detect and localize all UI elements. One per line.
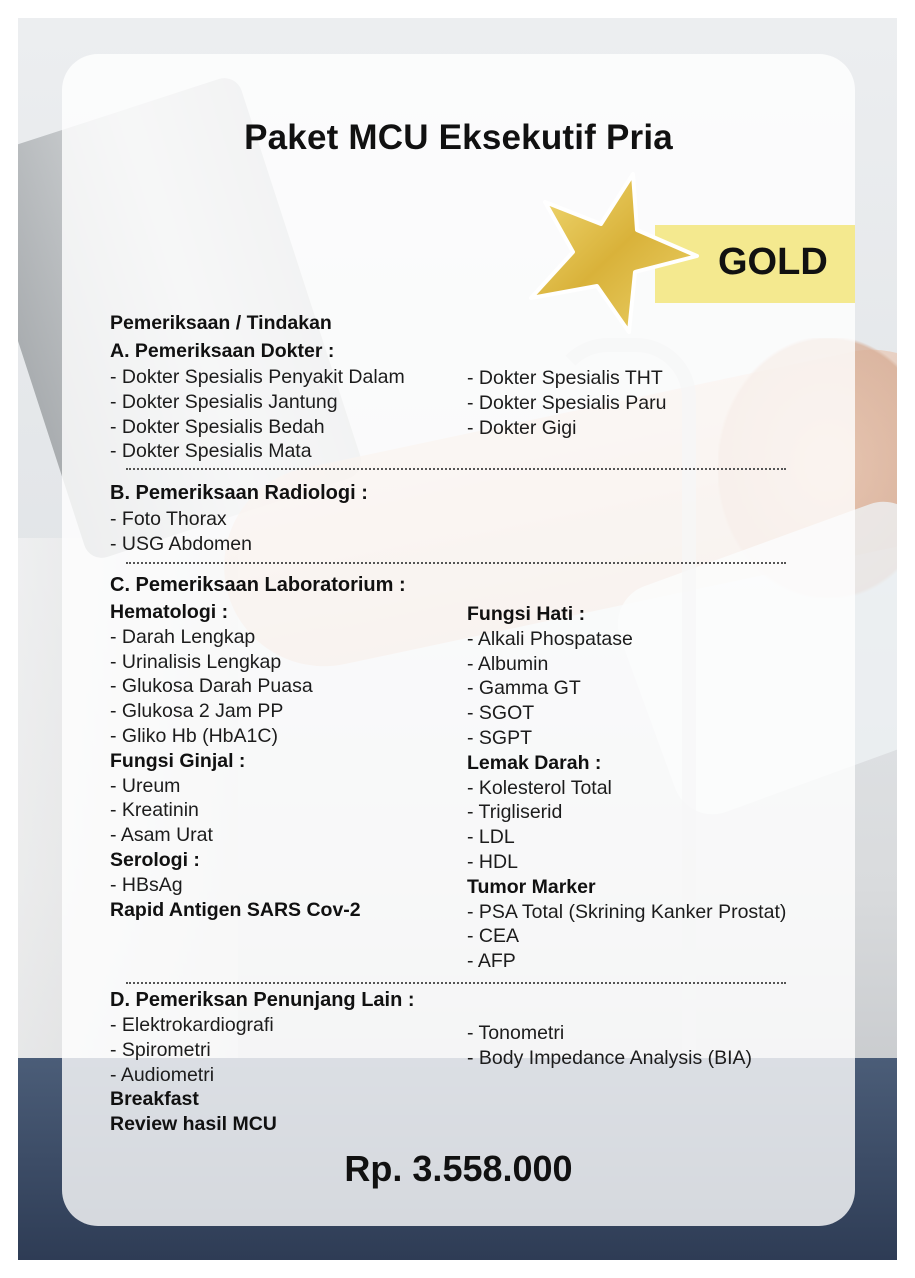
list-item: - Alkali Phospatase	[467, 627, 633, 650]
section-d-right-list	[467, 1021, 752, 1071]
section-a-heading: A. Pemeriksaan Dokter :	[110, 340, 335, 362]
section-a-right-list	[467, 366, 666, 440]
group-heading-lemak: Lemak Darah :	[467, 751, 602, 774]
section-d-heading: D. Pemeriksan Penunjang Lain :	[110, 989, 415, 1011]
divider	[126, 468, 786, 470]
list-item: - LDL	[467, 826, 515, 849]
list-item: - Body Impedance Analysis (BIA)	[467, 1046, 753, 1069]
list-item: - HBsAg	[110, 873, 183, 896]
list-item: - Darah Lengkap	[110, 625, 256, 648]
price: Rp. 3.558.000	[344, 1148, 573, 1189]
star-icon	[525, 168, 703, 338]
list-item: - Audiometri	[110, 1063, 215, 1086]
section-c-heading: C. Pemeriksaan Laboratorium :	[110, 574, 406, 596]
divider	[126, 562, 786, 564]
list-item: - Glukosa Darah Puasa	[110, 675, 313, 698]
list-item: - SGPT	[467, 726, 533, 749]
group-heading-tumor: Tumor Marker	[467, 875, 596, 898]
group-heading-hati: Fungsi Hati :	[467, 603, 586, 625]
list-item: - Elektrokardiografi	[110, 1014, 274, 1036]
list-item: - Dokter Spesialis Paru	[467, 391, 667, 414]
divider	[126, 982, 786, 984]
list-item: - Dokter Spesialis THT	[467, 367, 663, 389]
list-item: - Foto Thorax	[110, 508, 227, 530]
page-title: Paket MCU Eksekutif Pria	[244, 118, 673, 157]
list-item: - Kreatinin	[110, 799, 199, 822]
list-item: - Gamma GT	[467, 677, 581, 700]
group-heading-ginjal: Fungsi Ginjal :	[110, 749, 246, 772]
group-heading-serologi: Serologi :	[110, 848, 200, 871]
list-item: - Albumin	[467, 652, 549, 675]
list-item: - Urinalisis Lengkap	[110, 650, 282, 673]
section-c-left-column	[110, 600, 361, 922]
section-a-left-list	[110, 365, 405, 464]
list-item: - Dokter Gigi	[467, 416, 577, 439]
list-item: - Asam Urat	[110, 824, 213, 847]
list-item: - Gliko Hb (HbA1C)	[110, 724, 278, 747]
list-item: - Tonometri	[467, 1022, 565, 1044]
list-item: - SGOT	[467, 702, 535, 725]
list-item: - Glukosa 2 Jam PP	[110, 700, 284, 723]
list-item: - Trigliserid	[467, 801, 563, 824]
list-item: - Spirometri	[110, 1038, 211, 1061]
list-item: - AFP	[467, 950, 516, 973]
list-item: - CEA	[467, 925, 520, 948]
list-item: - Dokter Spesialis Mata	[110, 440, 312, 463]
review-label: Review hasil MCU	[110, 1113, 277, 1136]
list-item: - Kolesterol Total	[467, 776, 612, 799]
list-item: - Dokter Spesialis Penyakit Dalam	[110, 366, 405, 388]
group-heading-hematologi: Hematologi :	[110, 601, 229, 623]
rapid-antigen-label: Rapid Antigen SARS Cov-2	[110, 898, 361, 921]
list-item: - Ureum	[110, 774, 181, 797]
breakfast-label: Breakfast	[110, 1088, 199, 1111]
gold-label: GOLD	[718, 241, 828, 283]
list-item: - Dokter Spesialis Bedah	[110, 415, 325, 438]
list-item: - PSA Total (Skrining Kanker Prostat)	[467, 900, 787, 923]
list-item: - HDL	[467, 850, 518, 873]
list-item: - USG Abdomen	[110, 532, 252, 555]
intro-heading: Pemeriksaan / Tindakan	[110, 312, 332, 334]
section-c-right-column	[467, 602, 786, 974]
section-b-list	[110, 507, 252, 557]
section-b-heading: B. Pemeriksaan Radiologi :	[110, 482, 368, 504]
section-d-left-list	[110, 1013, 277, 1137]
list-item: - Dokter Spesialis Jantung	[110, 390, 338, 413]
